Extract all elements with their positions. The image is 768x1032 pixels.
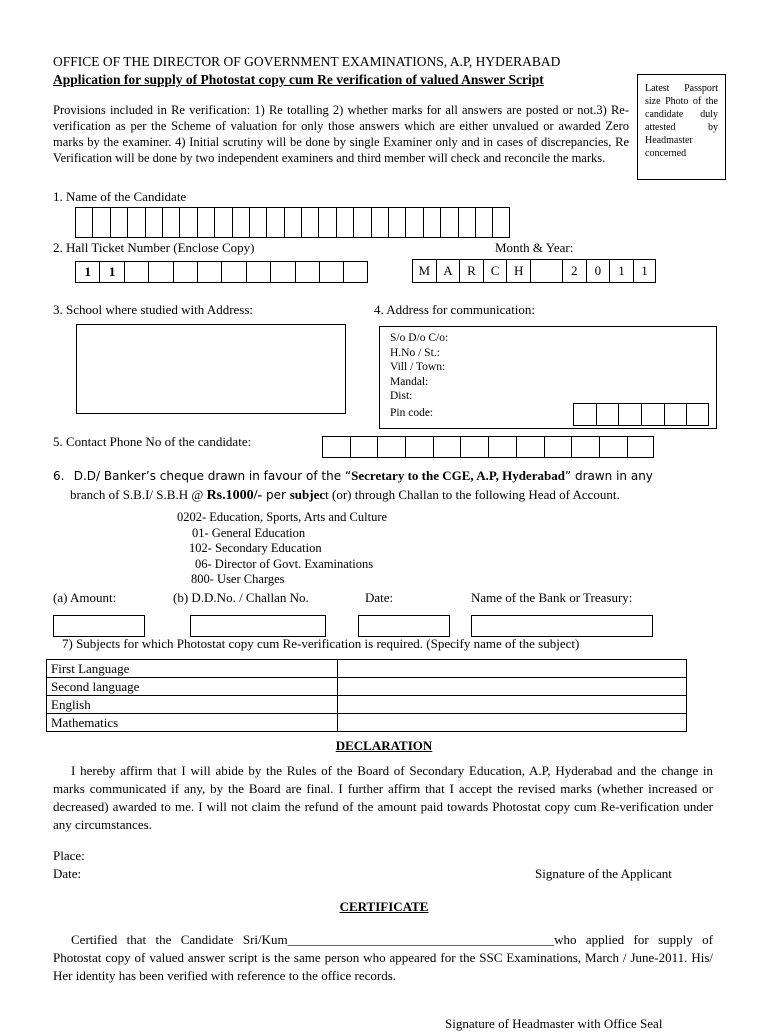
pin-digit-cell[interactable] (664, 403, 687, 426)
head-of-account: 01- General Education (192, 525, 306, 540)
name-letter-cell[interactable] (127, 207, 144, 238)
payment-line-2 (70, 487, 620, 504)
name-letter-cell[interactable] (232, 207, 249, 238)
month-letter-cell[interactable]: A (436, 259, 460, 283)
candidate-name-blank[interactable]: _________________________________________ (287, 932, 555, 947)
subject-entry-cell[interactable] (338, 714, 687, 732)
name-letter-cell[interactable] (75, 207, 92, 238)
phone-digit-cell[interactable] (350, 436, 378, 458)
month-letter-cell[interactable]: H (506, 259, 530, 283)
name-letter-cell[interactable] (179, 207, 196, 238)
fee-amount: Rs.1000/- (206, 488, 263, 503)
subject-entry-cell[interactable] (338, 660, 687, 678)
hall-ticket-digit-cell[interactable] (270, 261, 294, 283)
form-title: Application for supply of Photostat copy cum Re verification of valued Answer Script (53, 72, 544, 87)
subject-row (47, 678, 687, 696)
name-letter-cell[interactable] (162, 207, 179, 238)
subject-name: English (47, 696, 338, 714)
address-label: 4. Address for communication: (374, 302, 536, 317)
payment-date-label: Date: (365, 590, 394, 605)
hall-ticket-digit-cell[interactable] (319, 261, 343, 283)
pin-digit-cell[interactable] (573, 403, 596, 426)
subject-name: First Language (47, 660, 338, 678)
phone-digit-cell[interactable] (377, 436, 405, 458)
hall-ticket-label: 2. Hall Ticket Number (Enclose Copy) (53, 240, 255, 255)
name-letter-cell[interactable] (458, 207, 475, 238)
name-letter-cell[interactable] (92, 207, 109, 238)
photo-box-text: Latest Passport size Photo of the candidate duly attested by Headmaster concerned (645, 83, 718, 159)
certificate-text-a: Certified that the Candidate Sri/Kum (71, 932, 288, 947)
pin-digit-cell[interactable] (596, 403, 619, 426)
phone-digit-cell[interactable] (433, 436, 461, 458)
pin-digit-cell[interactable] (641, 403, 664, 426)
amount-label: (a) Amount: (53, 590, 117, 605)
name-letter-cell[interactable] (214, 207, 231, 238)
payment-line-1 (53, 468, 653, 484)
payment-text-e: t (or) through Challan to the following Head of Account. (325, 487, 620, 502)
phone-digit-cell[interactable] (599, 436, 627, 458)
payment-text-b: ” drawn in any (564, 469, 653, 483)
office-heading: OFFICE OF THE DIRECTOR OF GOVERNMENT EXAMINATIONS, A.P, HYDERABAD (53, 54, 561, 69)
address-line-label: H.No / St.: (390, 346, 440, 359)
address-line-label: S/o D/o C/o: (390, 332, 449, 344)
name-input-grid[interactable] (75, 207, 510, 238)
phone-digit-cell[interactable] (322, 436, 350, 458)
per-subject: subjec (289, 487, 326, 502)
month-year-input-grid[interactable] (412, 259, 656, 283)
certificate-heading: CERTIFICATE (339, 899, 429, 914)
name-letter-cell[interactable] (492, 207, 509, 238)
amount-input[interactable] (53, 615, 145, 637)
hall-ticket-digit-cell[interactable] (295, 261, 319, 283)
hall-ticket-digit-cell[interactable] (148, 261, 172, 283)
phone-digit-cell[interactable] (460, 436, 488, 458)
hall-ticket-digit-cell[interactable] (124, 261, 148, 283)
subject-name: Mathematics (47, 714, 338, 732)
phone-digit-cell[interactable] (544, 436, 572, 458)
name-letter-cell[interactable] (371, 207, 388, 238)
hall-ticket-input-grid[interactable] (75, 261, 368, 283)
bank-name-label: Name of the Bank or Treasury: (471, 590, 633, 605)
subject-row (47, 660, 687, 678)
school-address-input[interactable] (76, 324, 346, 414)
payee-name: Secretary to the CGE, A.P, Hyderabad (351, 468, 565, 483)
certificate-text-b: who applied for supply of Photostat copy of valued answer script is the same person who appeared for the SSC Examinations, March / June-2011. His/ Her identity has been verified with reference to the office records. (53, 932, 713, 983)
head-of-account: 102- Secondary Education (189, 541, 322, 555)
declaration-text: I hereby affirm that I will abide by the Rules of the Board of Secondary Education, A.P, Hyderabad and the change in marks communicated if any, by the Board are final. I further affirm that I accept the revised marks (whether increased or decreased) awarded to me. I will not claim the refund of the amount paid towards Photostat copy cum Re-verification under any circumstances. (53, 763, 713, 832)
phone-label: 5. Contact Phone No of the candidate: (53, 434, 252, 449)
name-letter-cell[interactable] (249, 207, 266, 238)
month-letter-cell[interactable]: M (412, 259, 436, 283)
name-letter-cell[interactable] (440, 207, 457, 238)
name-letter-cell[interactable] (197, 207, 214, 238)
item-6-number: 6. (53, 469, 65, 483)
bank-name-input[interactable] (471, 615, 653, 637)
name-label: 1. Name of the Candidate (53, 189, 187, 204)
photo-box (637, 74, 726, 180)
name-letter-cell[interactable] (145, 207, 162, 238)
place-label: Place: (53, 848, 85, 863)
dd-number-input[interactable] (190, 615, 326, 637)
subject-row (47, 714, 687, 732)
subjects-table (46, 659, 687, 732)
school-label: 3. School where studied with Address: (53, 302, 254, 317)
dd-number-label: (b) D.D.No. / Challan No. (173, 590, 309, 605)
address-line-label: Dist: (390, 390, 413, 402)
month-letter-cell[interactable]: C (483, 259, 507, 283)
head-of-account: 0202- Education, Sports, Arts and Culture (177, 510, 388, 524)
pin-digit-cell[interactable] (686, 403, 709, 426)
subject-entry-cell[interactable] (338, 678, 687, 696)
hall-ticket-digit-cell[interactable] (246, 261, 270, 283)
address-line-label: Mandal: (390, 375, 429, 388)
phone-digit-cell[interactable] (488, 436, 516, 458)
month-year-label: Month & Year: (495, 240, 574, 255)
subjects-label: 7) Subjects for which Photostat copy cum Re-verification is required. (Specify name of the subject) (62, 636, 580, 651)
head-of-account-list (177, 510, 387, 588)
declaration-heading: DECLARATION (335, 738, 433, 753)
address-line-label: Vill / Town: (390, 361, 446, 373)
applicant-signature-label: Signature of the Applicant (535, 866, 672, 881)
name-letter-cell[interactable] (475, 207, 492, 238)
hall-ticket-digit-cell[interactable] (221, 261, 245, 283)
hall-ticket-digit-cell[interactable] (197, 261, 221, 283)
payment-text-a: D.D/ Banker’s cheque drawn in favour of the “ (73, 469, 352, 483)
pin-digit-cell[interactable] (618, 403, 641, 426)
payment-date-input[interactable] (358, 615, 450, 637)
year-digit-cell[interactable]: 0 (586, 259, 610, 283)
phone-digit-cell[interactable] (405, 436, 433, 458)
name-letter-cell[interactable] (318, 207, 335, 238)
name-letter-cell[interactable] (336, 207, 353, 238)
hall-ticket-digit-cell[interactable] (173, 261, 197, 283)
payment-text-d: per (262, 488, 290, 502)
phone-digit-cell[interactable] (571, 436, 599, 458)
name-letter-cell[interactable] (301, 207, 318, 238)
year-digit-cell[interactable]: 1 (633, 259, 657, 283)
pin-code-label: Pin code: (390, 406, 434, 419)
declaration-date-label: Date: (53, 866, 82, 881)
subject-entry-cell[interactable] (338, 696, 687, 714)
month-letter-cell[interactable]: R (459, 259, 483, 283)
hall-ticket-digit-cell[interactable]: 1 (99, 261, 123, 283)
subject-name: Second language (47, 678, 338, 696)
payment-text-c: branch of S.B.I/ S.B.H @ (70, 487, 207, 502)
certificate-text (53, 931, 713, 985)
name-letter-cell[interactable] (388, 207, 405, 238)
name-letter-cell[interactable] (405, 207, 422, 238)
name-letter-cell[interactable] (423, 207, 440, 238)
head-of-account: 06- Director of Govt. Examinations (195, 556, 374, 571)
head-of-account: 800- User Charges (191, 572, 285, 586)
hall-ticket-digit-cell[interactable]: 1 (75, 261, 99, 283)
phone-digit-cell[interactable] (516, 436, 544, 458)
name-letter-cell[interactable] (353, 207, 370, 238)
year-digit-cell[interactable]: 2 (562, 259, 586, 283)
phone-input-grid[interactable] (322, 436, 654, 458)
hall-ticket-digit-cell[interactable] (343, 261, 367, 283)
spacer-cell[interactable] (530, 259, 562, 283)
name-letter-cell[interactable] (266, 207, 283, 238)
subject-row (47, 696, 687, 714)
headmaster-signature-label: Signature of Headmaster with Office Seal (445, 1016, 663, 1031)
name-letter-cell[interactable] (284, 207, 301, 238)
pin-code-input-grid[interactable] (573, 403, 709, 426)
name-letter-cell[interactable] (110, 207, 127, 238)
year-digit-cell[interactable]: 1 (609, 259, 633, 283)
provisions-text: Provisions included in Re verification: 1) Re totalling 2) whether marks for all answers are posted or not.3) Re-verification as per the Scheme of valuation for only those answers which are either unvalued or awarded Zero marks by the examiner. 4) Initial scrutiny will be done by single Examiner only and in cases of discrepancies, Re Verification will be done by two independent examiners and third member will check and reconcile the marks. (53, 103, 629, 165)
phone-digit-cell[interactable] (627, 436, 655, 458)
